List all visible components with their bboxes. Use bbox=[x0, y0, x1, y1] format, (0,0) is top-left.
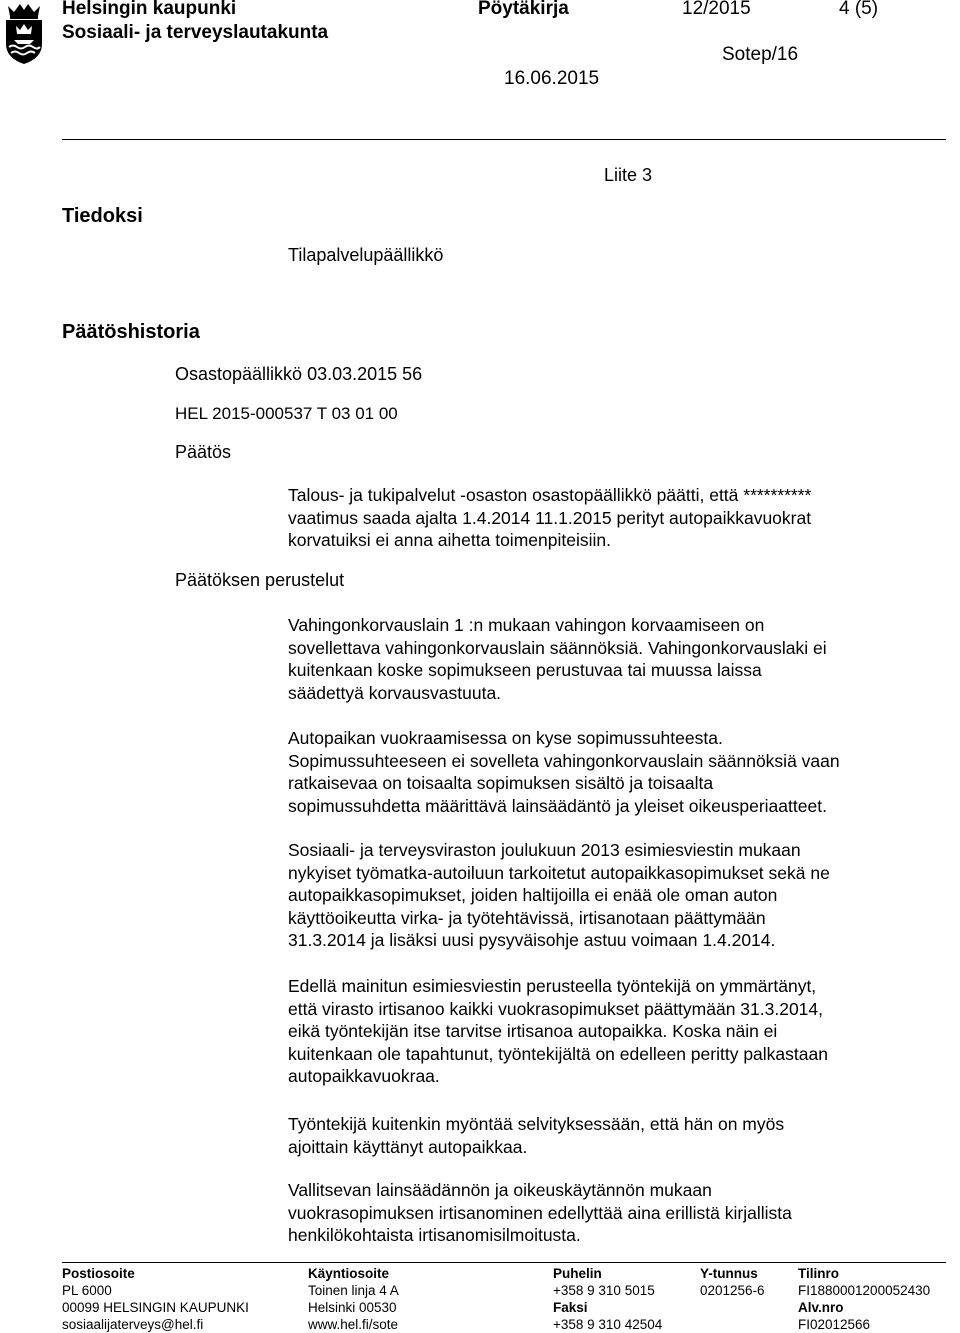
paragraph-line: kuitenkaan ole tapahtunut, työntekijältä on edelleen peritty palkastaan bbox=[288, 1043, 828, 1064]
paragraph-line: kuitenkaan koske sopimukseen perustuvaa tai muussa laissa bbox=[288, 660, 762, 680]
paragraph-line: autopaikkasopimukset, joiden haltijoilla ei enää ole oman auton bbox=[288, 885, 778, 905]
paragraph-line: Autopaikan vuokraamisessa on kyse sopimussuhteesta. bbox=[288, 728, 723, 748]
footer-line: FI1880001200052430 bbox=[798, 1283, 931, 1298]
footer-title: Postiosoite bbox=[62, 1266, 135, 1281]
footer-title: Tilinro bbox=[798, 1266, 840, 1281]
case-ref: Sotep/16 bbox=[722, 44, 799, 65]
paragraph-line: autopaikkavuokraa. bbox=[288, 1066, 440, 1086]
paragraph-4 bbox=[288, 975, 948, 1088]
decision-line-2: vaatimus saada ajalta 1.4.2014 11.1.2015 perityt autopaikkavuokrat bbox=[288, 507, 812, 528]
footer-title: Y-tunnus bbox=[700, 1266, 758, 1281]
info-heading: Tiedoksi bbox=[62, 205, 143, 227]
footer-account bbox=[798, 1265, 930, 1333]
footer-line: 00099 HELSINGIN KAUPUNKI bbox=[62, 1300, 249, 1315]
decision-label: Päätös bbox=[175, 442, 232, 462]
paragraph-line: Edellä mainitun esimiesviestin perusteella työntekijä on ymmärtänyt, bbox=[288, 976, 817, 996]
history-heading: Päätöshistoria bbox=[62, 321, 200, 343]
footer-title: Käyntiosoite bbox=[308, 1266, 390, 1281]
doc-number: 12/2015 bbox=[682, 0, 751, 19]
footer-line: www.hel.fi/sote bbox=[308, 1317, 399, 1332]
decision-line-3: korvatuiksi ei anna aihetta toimenpiteisiin. bbox=[288, 530, 611, 550]
paragraph-line: sopimussuhdetta määrittävä lainsäädäntö ja yleiset oikeusperiaatteet. bbox=[288, 795, 827, 816]
footer-line: sosiaalijaterveys@hel.fi bbox=[62, 1317, 204, 1332]
footer-line: 0201256-6 bbox=[700, 1283, 765, 1298]
footer-business-id bbox=[700, 1265, 765, 1299]
paragraph-line: ratkaisevaa on toisaalta sopimuksen sisältö ja toisaalta bbox=[288, 773, 714, 793]
footer-title: Alv.nro bbox=[798, 1300, 844, 1315]
footer-line: +358 9 310 42504 bbox=[553, 1317, 663, 1332]
paragraph-2 bbox=[288, 727, 948, 817]
footer-line: +358 9 310 5015 bbox=[553, 1283, 655, 1298]
board-name: Sosiaali- ja terveyslautakunta bbox=[62, 22, 329, 43]
paragraph-line: ajoittain käyttänyt autopaikkaa. bbox=[288, 1136, 528, 1157]
doc-type: Pöytäkirja bbox=[478, 0, 569, 19]
footer-line: Helsinki 00530 bbox=[308, 1300, 397, 1315]
paragraph-line: Sopimussuhteeseen ei sovelleta vahingonkorvauslain säännöksiä vaan bbox=[288, 750, 840, 771]
decision-line-1: Talous- ja tukipalvelut -osaston osastopäällikkö päätti, että ********** bbox=[288, 485, 812, 505]
paragraph-line: sovellettava vahingonkorvauslain säännöksiä. Vahingonkorvauslaki ei bbox=[288, 637, 827, 658]
paragraph-1 bbox=[288, 614, 948, 704]
decision-text bbox=[288, 484, 948, 552]
attachment-label: Liite 3 bbox=[604, 165, 653, 185]
footer-phone bbox=[553, 1265, 662, 1333]
paragraph-3 bbox=[288, 839, 948, 952]
footer-line: Toinen linja 4 A bbox=[308, 1283, 399, 1298]
paragraph-line: vuokrasopimuksen irtisanominen edellyttää aina erillistä kirjallista bbox=[288, 1202, 792, 1223]
paragraph-line: henkilökohtaista irtisanomisilmoitusta. bbox=[288, 1225, 581, 1245]
footer-visiting bbox=[308, 1265, 399, 1333]
case-number: HEL 2015-000537 T 03 01 00 bbox=[175, 404, 398, 423]
footer-line: FI02012566 bbox=[798, 1317, 871, 1332]
footer-title: Puhelin bbox=[553, 1266, 602, 1281]
paragraph-line: 31.3.2014 ja lisäksi uusi pysyväisohje astuu voimaan 1.4.2014. bbox=[288, 930, 776, 950]
footer-rule bbox=[62, 1262, 946, 1263]
info-recipient: Tilapalvelupäällikkö bbox=[288, 245, 444, 265]
paragraph-line: että virasto irtisanoo kaikki vuokrasopimukset päättymään 31.3.2014, bbox=[288, 998, 824, 1019]
paragraph-line: nykyiset työmatka-autoiluun tarkoitetut autopaikkasopimukset sekä ne bbox=[288, 862, 830, 883]
paragraph-line: eikä työntekijän itse tarvitse irtisanoa autopaikka. Koska näin ei bbox=[288, 1021, 778, 1041]
paragraph-line: Vallitsevan lainsäädännön ja oikeuskäytännön mukaan bbox=[288, 1180, 712, 1200]
paragraph-line: Vahingonkorvauslain 1 :n mukaan vahingon korvaamiseen on bbox=[288, 615, 765, 635]
paragraph-line: Sosiaali- ja terveysviraston joulukuun 2013 esimiesviestin mukaan bbox=[288, 840, 801, 860]
paragraph-line: säädettyä korvausvastuuta. bbox=[288, 682, 502, 703]
footer-title: Faksi bbox=[553, 1300, 588, 1315]
paragraph-5 bbox=[288, 1113, 948, 1158]
meeting-date: 16.06.2015 bbox=[504, 68, 600, 89]
paragraph-6 bbox=[288, 1179, 948, 1247]
header-rule bbox=[62, 139, 946, 140]
grounds-label: Päätöksen perustelut bbox=[175, 570, 345, 590]
decision-line: Osastopäällikkö 03.03.2015 56 bbox=[175, 364, 423, 384]
paragraph-line: käyttöoikeutta virka- ja työtehtävissä, irtisanotaan päättymään bbox=[288, 907, 766, 928]
helsinki-crest-icon bbox=[0, 0, 48, 66]
paragraph-line: Työntekijä kuitenkin myöntää selvityksessään, että hän on myös bbox=[288, 1114, 785, 1134]
org-name: Helsingin kaupunki bbox=[62, 0, 237, 19]
footer-postal bbox=[62, 1265, 249, 1333]
page-number: 4 (5) bbox=[839, 0, 879, 19]
footer-line: PL 6000 bbox=[62, 1283, 112, 1298]
